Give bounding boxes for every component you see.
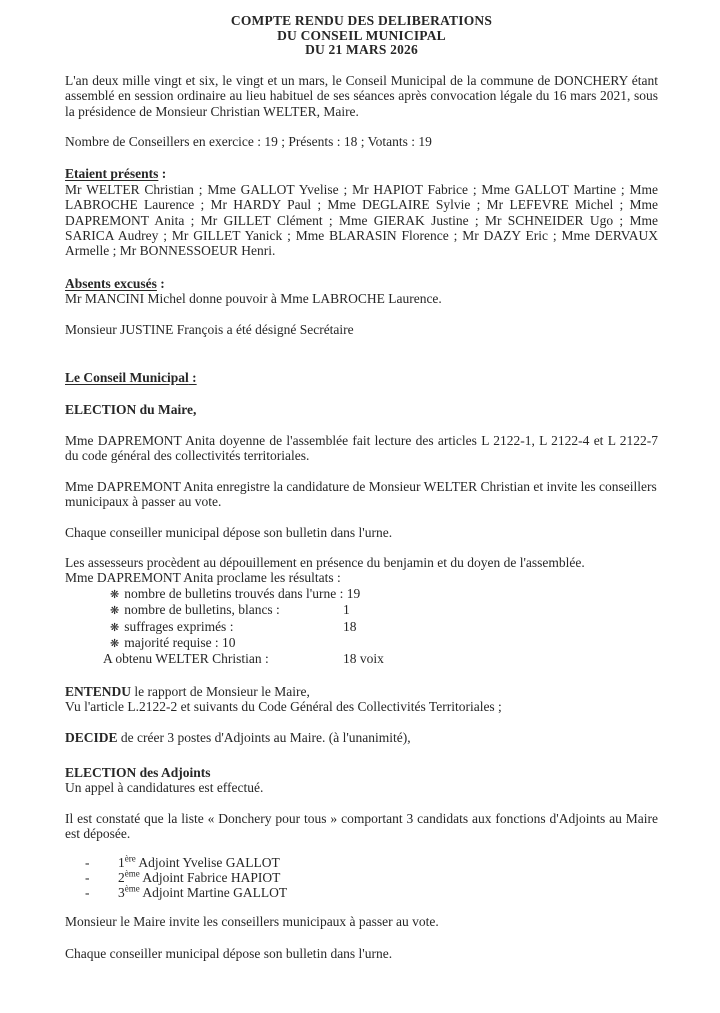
- present-heading-colon: :: [158, 166, 167, 182]
- list-dash-icon: -: [85, 854, 90, 870]
- title-line-2: DU CONSEIL MUNICIPAL: [277, 27, 446, 43]
- present-heading-text: Etaient présents: [65, 166, 159, 182]
- entendu-block: [65, 684, 658, 715]
- adjoint-item: [65, 885, 658, 900]
- invite-line: Monsieur le Maire invite les conseillers municipaux à passer au vote.: [65, 913, 439, 929]
- result-row: [65, 619, 658, 635]
- list-dash-icon: -: [85, 885, 90, 901]
- adjoint-item: [65, 855, 658, 870]
- result-row: [65, 586, 658, 602]
- election-maire-heading: ELECTION du Maire,: [65, 402, 197, 418]
- result-row: [65, 635, 658, 651]
- adjoint-ordinal-suffix: ème: [124, 868, 140, 879]
- flower-bullet-icon: ❋: [110, 604, 120, 618]
- depouillement-block: [65, 555, 658, 667]
- result-value: 18: [343, 618, 357, 634]
- present-list: Mr WELTER Christian ; Mme GALLOT Yvelise ; Mr HAPIOT Fabrice ; Mme GALLOT Martine ; Mme LABROCHE Laurence ; Mr HARDY Paul ; Mme DEGLAIRE Sylvie ; Mr LEFEVRE Michel ; Mme DAPREMONT Anita ; Mr GILLET Clément ; Mme GIERAK Justine ; Mr SCHNEIDER Ugo ; Mme SARICA Audrey ; Mr GILLET Yanick ; Mme BLARASIN Florence ; Mr DAZY Eric ; Mme DERVAUX Armelle ; Mr BONNESSOEUR Henri.: [65, 181, 658, 259]
- title-line-3: DU 21 MARS 2026: [305, 42, 418, 58]
- absent-section: [65, 276, 658, 307]
- entendu-keyword: ENTENDU: [65, 683, 132, 699]
- flower-bullet-icon: ❋: [110, 636, 120, 650]
- flower-bullet-icon: ❋: [110, 620, 120, 634]
- candidature-paragraph: Mme DAPREMONT Anita enregistre la candidature de Monsieur WELTER Christian et invite les conseillers municipaux à passer au vote.: [65, 478, 657, 510]
- absent-heading-colon: :: [156, 275, 165, 291]
- adjoint-list: [65, 855, 658, 901]
- obtained-row: [65, 651, 658, 666]
- present-section: [65, 166, 658, 258]
- liste-paragraph: Il est constaté que la liste « Donchery pour tous » comportant 3 candidats aux fonctions d'Adjoints au Maire est déposée.: [65, 810, 658, 842]
- adjoint-number: 1: [118, 854, 125, 870]
- result-label: suffrages exprimés :: [124, 618, 234, 634]
- council-heading-text: Le Conseil Municipal: [65, 370, 189, 386]
- lecture-paragraph: Mme DAPREMONT Anita doyenne de l'assemblée fait lecture des articles L 2122-1, L 2122-4 et L 2122-7 du code général des collectivités territoriales.: [65, 432, 658, 464]
- council-heading: [65, 370, 658, 385]
- urne-paragraph-2: Chaque conseiller municipal dépose son bulletin dans l'urne.: [65, 946, 393, 962]
- result-row: [65, 602, 658, 618]
- adjoint-number: 3: [118, 885, 125, 901]
- results-list: [65, 586, 658, 667]
- result-label: nombre de bulletins trouvés dans l'urne : 19: [124, 585, 361, 601]
- title-line-1: COMPTE RENDU DES DELIBERATIONS: [230, 13, 493, 28]
- present-heading: [65, 166, 658, 181]
- result-value: 1: [343, 602, 350, 618]
- proclame-line: Mme DAPREMONT Anita proclame les résultats :: [65, 570, 341, 586]
- urne-paragraph-1: Chaque conseiller municipal dépose son bulletin dans l'urne.: [65, 524, 393, 540]
- adjoint-name: Adjoint Martine GALLOT: [139, 885, 288, 901]
- council-heading-colon: :: [188, 370, 197, 386]
- document-title: [65, 14, 658, 58]
- assesseurs-line: Les assesseurs procèdent au dépouillement en présence du benjamin et du doyen de l'assemblée.: [65, 554, 585, 570]
- counts-line: Nombre de Conseillers en exercice : 19 ; Présents : 18 ; Votants : 19: [65, 134, 432, 149]
- election-adjoints-heading: ELECTION des Adjoints: [65, 764, 211, 780]
- intro-paragraph: L'an deux mille vingt et six, le vingt et un mars, le Conseil Municipal de la commune de DONCHERY étant assemblé en session ordinaire au lieu habituel de ses séances après convocation légale du 16 mars 2021, sous la présidence de Monsieur Christian WELTER, Maire.: [65, 72, 658, 119]
- adjoint-name: Adjoint Yvelise GALLOT: [135, 854, 280, 870]
- adjoint-ordinal-suffix: ème: [124, 883, 140, 894]
- result-label: nombre de bulletins, blancs :: [124, 602, 280, 618]
- entendu-rest: le rapport de Monsieur le Maire,: [131, 683, 310, 699]
- vu-line: Vu l'article L.2122-2 et suivants du Code Général des Collectivités Territoriales ;: [65, 699, 502, 715]
- decide-keyword: DECIDE: [65, 729, 118, 745]
- adjoint-item: [65, 870, 658, 885]
- absent-heading-text: Absents excusés: [65, 275, 157, 291]
- list-dash-icon: -: [85, 870, 90, 885]
- obtained-label: A obtenu WELTER Christian :: [103, 651, 269, 667]
- decide-rest: de créer 3 postes d'Adjoints au Maire. (à l'unanimité),: [117, 729, 411, 745]
- entendu-line: [65, 684, 658, 699]
- absent-heading: [65, 276, 658, 291]
- adjoint-number: 2: [118, 870, 125, 885]
- decide-line: [65, 730, 658, 745]
- adjoint-name: Adjoint Fabrice HAPIOT: [139, 870, 281, 885]
- election-adjoints-section: [65, 765, 658, 796]
- result-label: majorité requise : 10: [124, 634, 236, 650]
- obtained-value: 18 voix: [343, 651, 384, 667]
- flower-bullet-icon: ❋: [110, 587, 120, 601]
- adjoint-ordinal-suffix: ère: [124, 853, 136, 864]
- appel-line: Un appel à candidatures est effectué.: [65, 780, 264, 796]
- secretary-line: Monsieur JUSTINE François a été désigné Secrétaire: [65, 321, 354, 337]
- absent-line: Mr MANCINI Michel donne pouvoir à Mme LABROCHE Laurence.: [65, 291, 442, 307]
